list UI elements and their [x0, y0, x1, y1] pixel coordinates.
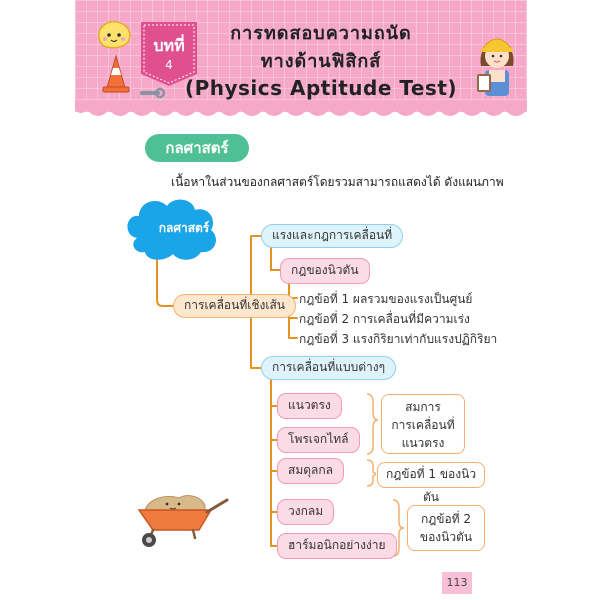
wheelbarrow-icon: [133, 488, 231, 550]
result1-line1: สมการ: [405, 400, 441, 414]
result3-line1: กฎข้อที่ 2: [420, 512, 472, 526]
mindmap-root: กลศาสตร์: [158, 221, 210, 235]
type-simple-harmonic: ฮาร์มอนิกอย่างง่าย: [277, 533, 397, 559]
chapter-number: 4: [165, 58, 173, 72]
page-title-line2: ทางด้านฟิสิกส์: [260, 51, 382, 72]
law-item-3: กฎข้อที่ 3 แรงกิริยาเท่ากับแรงปฏิกิริยา: [299, 332, 498, 346]
section-intro: เนื้อหาในส่วนของกลศาสตร์โดยรวมสามารถแสดงได้ ดังแผนภาพ: [171, 175, 504, 189]
page-title-line1: การทดสอบความถนัด: [230, 23, 412, 44]
result-equations-of-motion: [381, 394, 465, 454]
result3-line2: ของนิวตัน: [419, 530, 473, 544]
node-linear-motion: การเคลื่อนที่เชิงเส้น: [173, 294, 296, 318]
node-force-and-laws: แรงและกฎการเคลื่อนที่: [261, 224, 403, 248]
type-projectile: โพรเจกไทล์: [277, 427, 360, 453]
type-circular: วงกลม: [277, 499, 334, 525]
law-item-2: กฎข้อที่ 2 การเคลื่อนที่มีความเร่ง: [299, 312, 470, 326]
result-newton-second-law: [407, 505, 485, 551]
textbook-page: [75, 0, 527, 600]
page-title-line3: (Physics Aptitude Test): [184, 76, 458, 100]
type-equilibrium: สมดุลกล: [277, 458, 344, 484]
type-straight-line: แนวตรง: [277, 393, 342, 419]
node-newton-laws: กฎของนิวตัน: [280, 258, 370, 284]
result1-line2: การเคลื่อนที่: [391, 418, 455, 432]
node-motion-types: การเคลื่อนที่แบบต่างๆ: [261, 356, 396, 380]
section-label: กลศาสตร์: [145, 134, 249, 162]
page-number: 113: [442, 572, 472, 594]
chapter-word: บทที่: [153, 36, 185, 55]
result-newton-first-law: กฎข้อที่ 1 ของนิวตัน: [377, 462, 485, 488]
result1-line3: แนวตรง: [401, 436, 445, 450]
law-item-1: กฎข้อที่ 1 ผลรวมของแรงเป็นศูนย์: [299, 292, 473, 306]
